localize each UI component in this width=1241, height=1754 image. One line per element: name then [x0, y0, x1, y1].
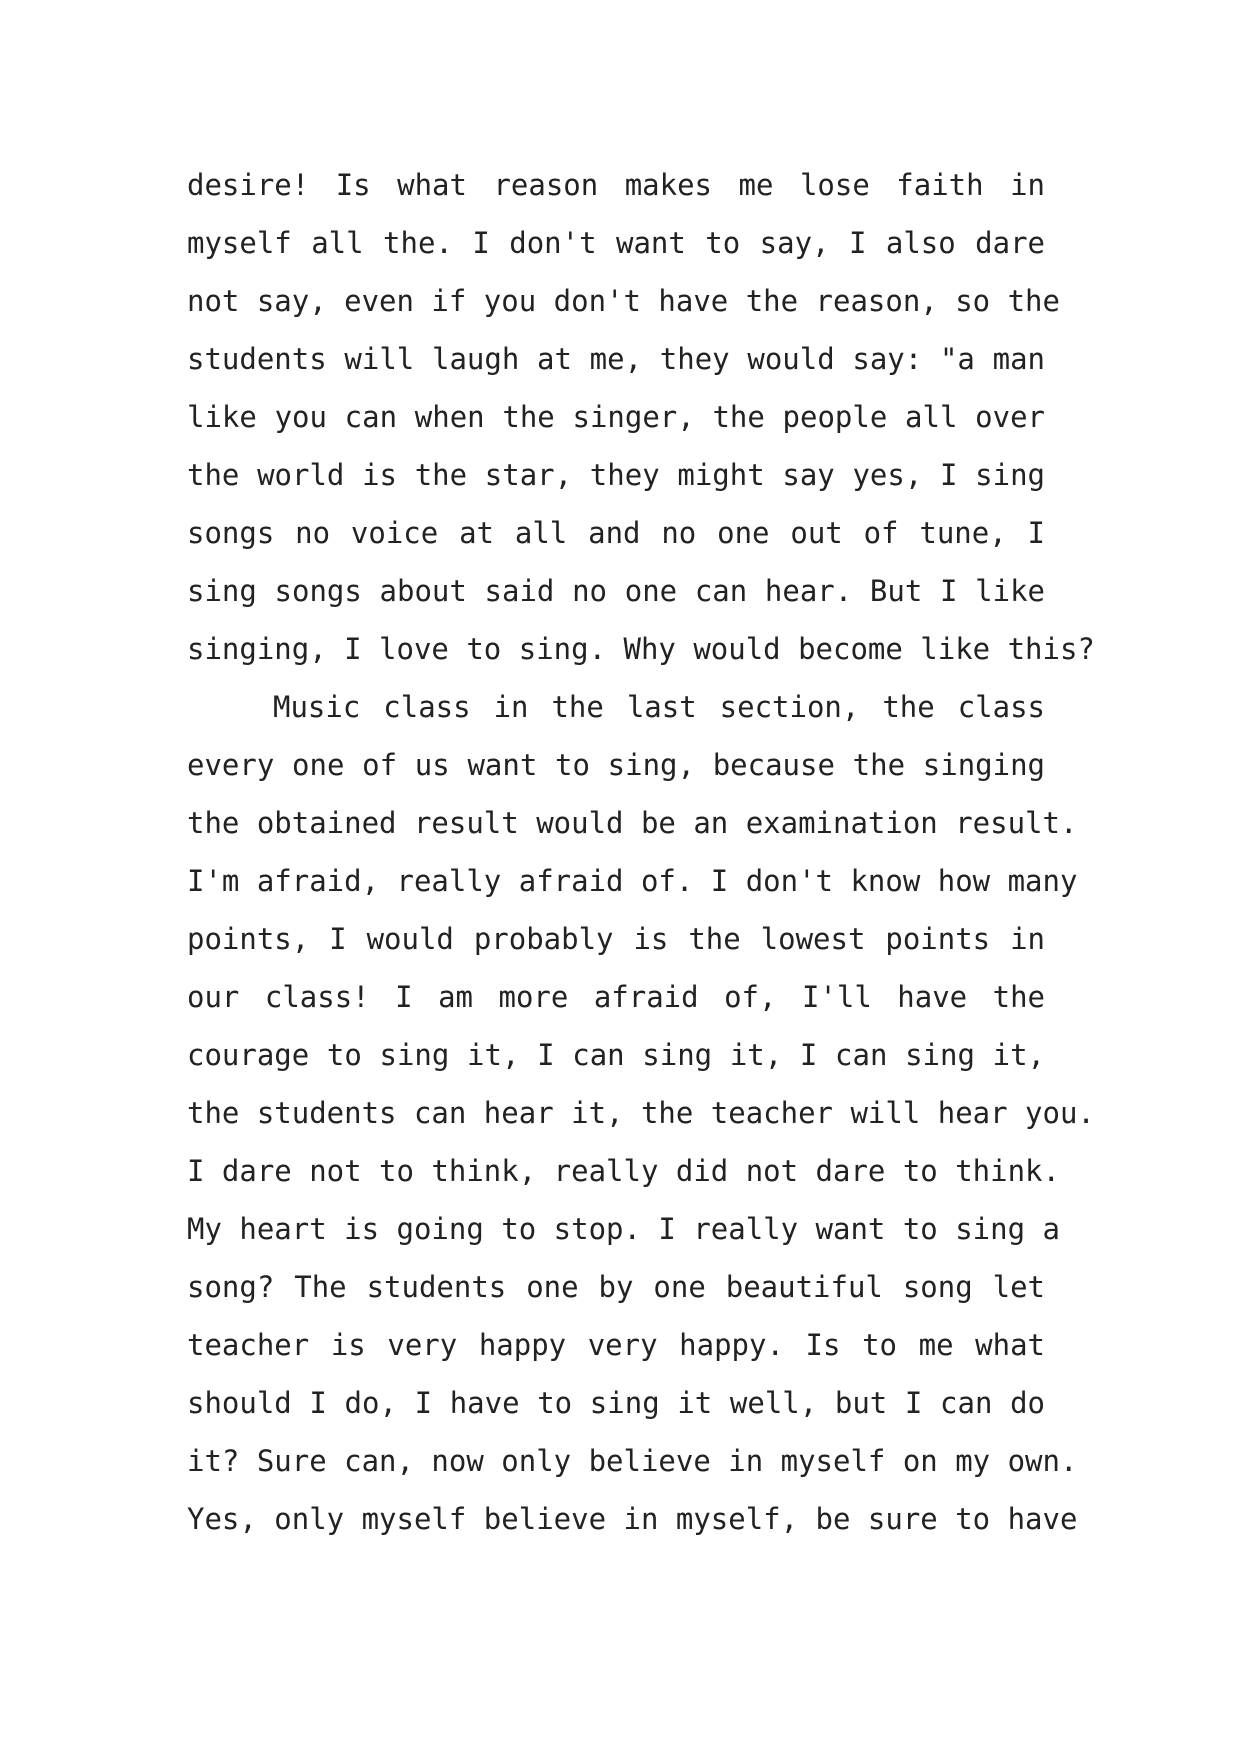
- text-line: every one of us want to sing, because the singing: [187, 748, 1045, 782]
- text-line: courage to sing it, I can sing it, I can sing it,: [187, 1038, 1045, 1072]
- paragraph-2: [187, 684, 1095, 1554]
- text-line: songs no voice at all and no one out of tune, I: [187, 516, 1045, 550]
- text-line: the world is the star, they might say yes, I sing: [187, 458, 1045, 492]
- text-line: I dare not to think, really did not dare to think.: [187, 1154, 1060, 1188]
- text-line: desire! Is what reason makes me lose faith in: [187, 168, 1045, 202]
- text-line: students will laugh at me, they would say: "a man: [187, 342, 1045, 376]
- text-line: song? The students one by one beautiful song let: [187, 1270, 1045, 1304]
- text-line: I'm afraid, really afraid of. I don't know how many: [187, 864, 1078, 898]
- text-line: sing songs about said no one can hear. But I like: [187, 574, 1045, 608]
- text-line: My heart is going to stop. I really want to sing a: [187, 1212, 1060, 1246]
- body-text: [187, 162, 1095, 1554]
- text-line: not say, even if you don't have the reason, so the: [187, 284, 1060, 318]
- text-line: points, I would probably is the lowest points in: [187, 922, 1045, 956]
- text-line: Yes, only myself believe in myself, be sure to have: [187, 1502, 1078, 1536]
- text-line: it? Sure can, now only believe in myself on my own.: [187, 1444, 1078, 1478]
- text-line: our class! I am more afraid of, I'll have the: [187, 980, 1045, 1014]
- text-line: myself all the. I don't want to say, I also dare: [187, 226, 1045, 260]
- text-line: teacher is very happy very happy. Is to me what: [187, 1328, 1045, 1362]
- text-line: Music class in the last section, the class: [273, 690, 1045, 724]
- text-line: like you can when the singer, the people all over: [187, 400, 1045, 434]
- text-line: the obtained result would be an examination result.: [187, 806, 1078, 840]
- text-line: the students can hear it, the teacher will hear you.: [187, 1096, 1095, 1130]
- text-line: should I do, I have to sing it well, but I can do: [187, 1386, 1045, 1420]
- text-line: singing, I love to sing. Why would become like this?: [187, 632, 1095, 666]
- paragraph-1: [187, 162, 1095, 684]
